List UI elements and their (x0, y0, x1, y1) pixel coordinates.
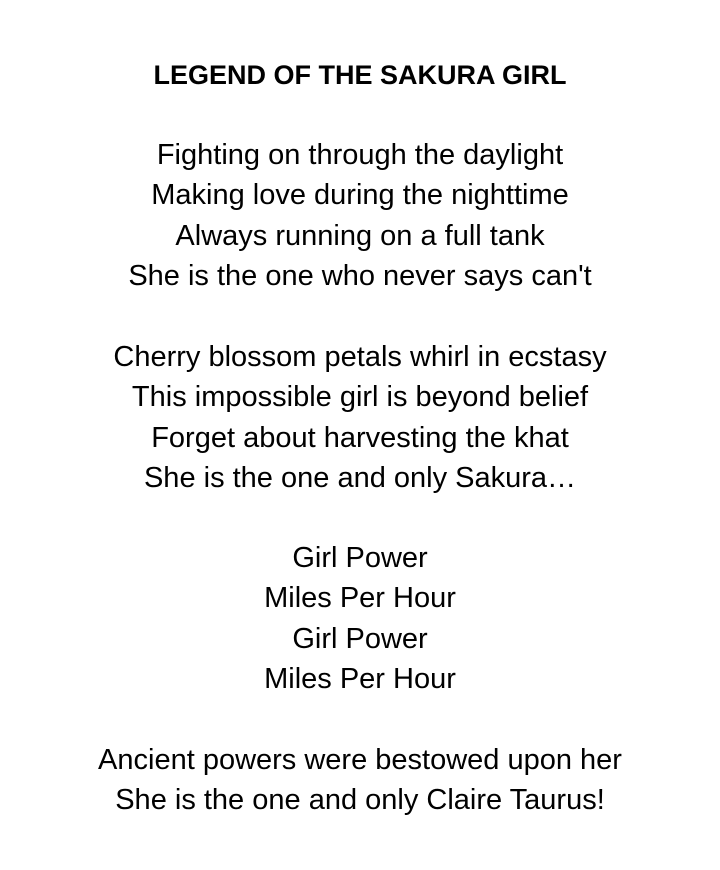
stanza-1 (0, 135, 720, 296)
poem-line: Making love during the nighttime (151, 179, 569, 212)
poem-line: This impossible girl is beyond belief (131, 381, 589, 414)
poem-line: She is the one who never says can't (128, 259, 592, 292)
poem-line: Girl Power (292, 622, 428, 655)
poem-line: She is the one and only Claire Taurus! (115, 784, 605, 817)
poem-line: She is the one and only Sakura… (143, 461, 577, 494)
poem-line: Fighting on through the daylight (156, 139, 564, 171)
stanza-2 (0, 337, 720, 498)
poem-line: Always running on a full tank (175, 219, 545, 252)
poem-line: Forget about harvesting the khat (151, 421, 569, 454)
stanza-3 (0, 538, 720, 699)
poem-line: Ancient powers were bestowed upon her (98, 744, 622, 776)
poem-line: Miles Per Hour (264, 662, 456, 695)
poem-line: Girl Power (292, 542, 428, 574)
poem-line: Miles Per Hour (264, 582, 456, 615)
stanza-4 (0, 740, 720, 821)
poem-title: LEGEND OF THE SAKURA GIRL (153, 60, 567, 90)
poem-line: Cherry blossom petals whirl in ecstasy (113, 341, 607, 373)
